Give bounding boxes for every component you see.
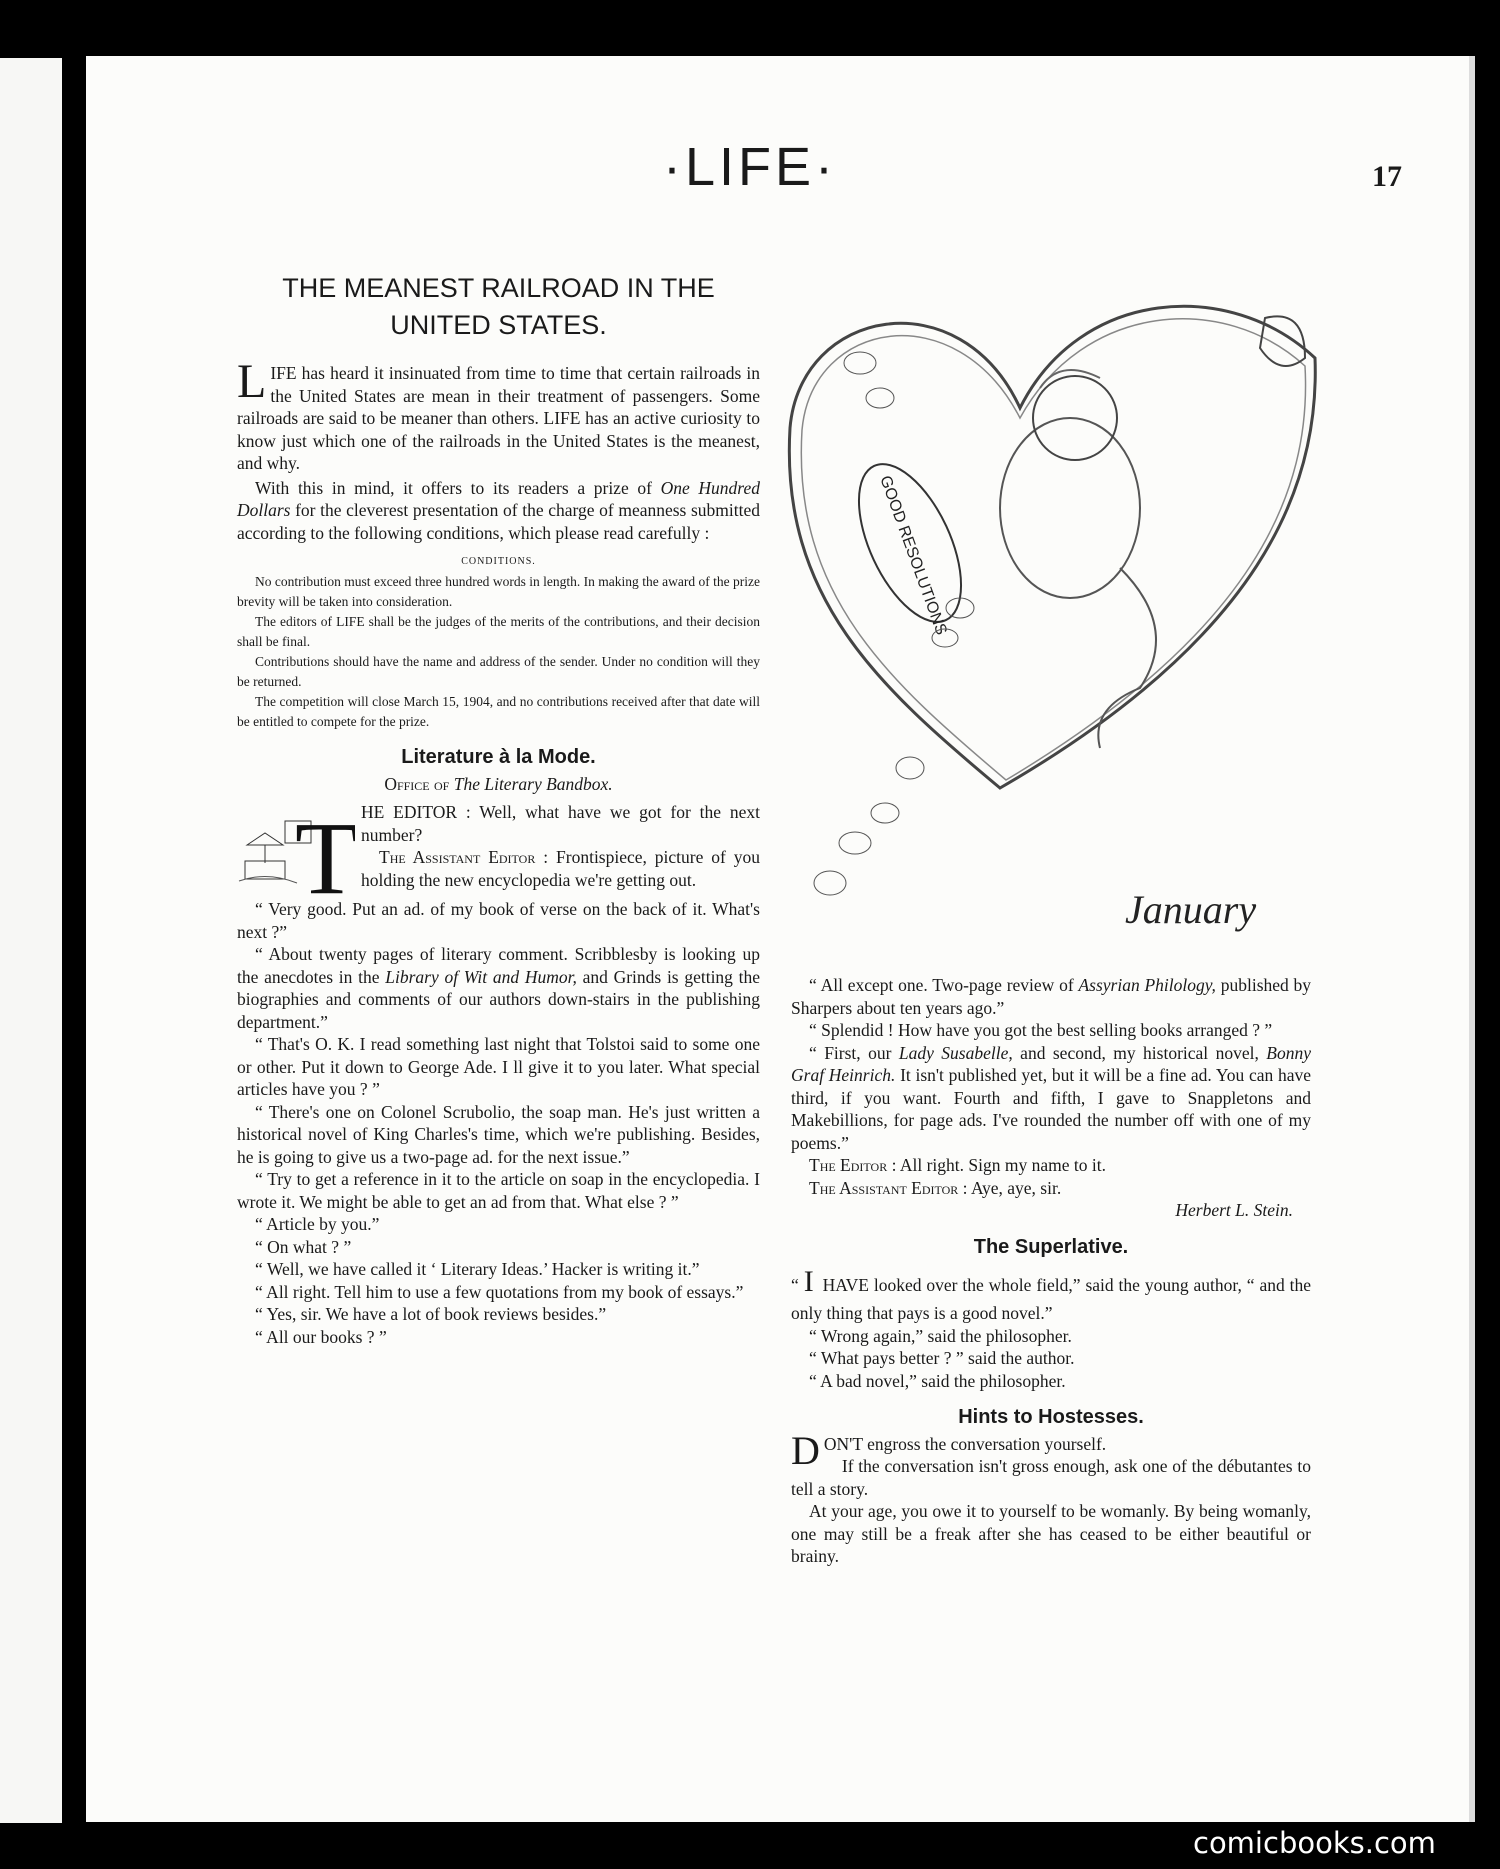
hints-p2: If the conversation isn't gross enough, ask one of the débutantes to tell a story. [791,1456,1311,1499]
author-signature: Herbert L. Stein. [1175,1200,1293,1220]
decorative-initial-t [237,801,355,896]
railroad-paragraph-1 [237,355,760,475]
r3-italic-2: Bonny Graf Heinrich. [791,1042,1312,1085]
r1-b: published by Sharpers about ten years ago.” [791,975,1312,1018]
watermark: comicbooks.com [1193,1826,1436,1860]
railroad-p1-text: IFE has heard it insinuated from time to time that certain railroads in the United States are mean in their treatment of passengers. Some railroads are said to be meaner than others. LIFE has an active curiosity to know just which one of the railroads in the United States is the meanest, and why. [237,363,760,473]
drop-cap-t: T [295,801,355,896]
hints-p3: At your age, you owe it to yourself to be womanly. By being womanly, one may still be a freak after she has ceased to be either beautiful or brainy. [791,1501,1311,1566]
assistant-speaker: The Assistant Editor : [379,847,549,867]
article-title-railroad [237,270,760,344]
condition-3: Contributions should have the name and address of the sender. Under no condition will they be returned. [237,654,760,689]
title-line-2: UNITED STATES. [390,310,607,340]
right-column [791,974,1311,1568]
drop-cap-l: L [237,355,267,408]
d4-italic: Library of Wit and Humor, [385,966,577,987]
page-edge [1469,56,1475,1822]
dialogue-12: “ Yes, sir. We have a lot of book reviews besides.” [255,1304,607,1324]
superlative-p3: “ What pays better ? ” said the author. [809,1348,1075,1368]
r1-italic: Assyrian Philology, [1078,975,1216,995]
p2-text-b: for the cleverest presentation of the charge of meanness submitted according to the following conditions, which please read carefully : [237,500,761,543]
title-line-1: THE MEANEST RAILROAD IN THE [282,273,715,303]
dialogue-11: “ All right. Tell him to use a few quotations from my book of essays.” [255,1281,744,1302]
dialogue-r2: “ Splendid ! How have you got the best selling books arranged ? ” [809,1020,1273,1040]
article-title-hints: Hints to Hostesses. [958,1406,1144,1428]
superlative-p1 [791,1262,1311,1325]
d4-a: “ About twenty pages of literary comment. Scribblesby is looking up the anecdotes in the [237,944,760,987]
r3-c: It isn't published yet, but it will be a fine ad. You can have third, if you want. Fourth and fifth, I gave to Snappletons and Makebillions, for page ads. I've rounded the number off with one of my poems.” [791,1065,1311,1153]
left-column [237,270,760,1348]
page-number: 17 [1372,160,1402,193]
dialogue-13: “ All our books ? ” [255,1326,387,1347]
article-title-superlative: The Superlative. [973,1235,1129,1258]
dialogue-9: “ On what ? ” [255,1236,352,1257]
r5-text: Aye, aye, sir. [970,1177,1062,1198]
d4-b: and Grinds is getting the biographies and comments of our authors down-stairs in the publishing department.” [237,966,761,1032]
assistant-line-1-text: Frontispiece, picture of you holding the new encyclopedia we're getting out. [361,847,761,890]
office-name: The Literary Bandbox. [453,773,613,794]
superlative-p2: “ Wrong again,” said the philosopher. [809,1325,1072,1346]
valentine-illustration [760,268,1335,958]
superlative-p1-text: HAVE looked over the whole field,” said the young author, “ and the only thing that pays is a good novel.” [791,1275,1312,1323]
open-quote: “ [791,1275,799,1295]
condition-2: The editors of LIFE shall be the judges of the merits of the contributions, and their decision shall be final. [237,614,760,649]
facing-page-edge [0,58,62,1823]
dialogue-r5 [791,1177,1311,1200]
office-line [237,773,760,796]
office-prefix: Office of [384,773,450,794]
dialogue-10: “ Well, we have called it ‘ Literary Ideas.’ Hacker is writing it.” [255,1259,700,1279]
dialogue-r3 [791,1042,1311,1155]
r3-a: “ First, our [809,1042,892,1063]
r4-text: All right. Sign my name to it. [899,1155,1106,1175]
conditions-title: CONDITIONS. [461,556,536,567]
dialogue-r1 [791,974,1311,1019]
dialogue-3: “ Very good. Put an ad. of my book of verse on the back of it. What's next ?” [237,899,760,942]
r3-b: and second, my historical novel, [1020,1042,1259,1063]
dialogue-r4 [791,1154,1311,1177]
dialogue-7: “ Try to get a reference in it to the article on soap in the encyclopedia. I wrote it. We might be able to get an ad from that. What else ? ” [237,1169,760,1212]
railroad-paragraph-2 [237,477,760,545]
drop-cap-d: D [791,1427,820,1473]
article-title-literature: Literature à la Mode. [401,746,596,768]
superlative-p4: “ A bad novel,” said the philosopher. [809,1370,1066,1391]
hints-p1-text: ON'T engross the conversation yourself. [823,1433,1107,1454]
condition-4: The competition will close March 15, 1904, and no contributions received after that date will be entitled to compete for the prize. [237,694,760,729]
r1-a: “ All except one. Two-page review of [809,975,1074,995]
drop-cap-i: I [803,1265,814,1298]
prize-amount: One Hundred Dollars [237,477,760,520]
editor-line-1: HE EDITOR : Well, what have we got for the next number? [361,802,760,845]
masthead: ·LIFE· [662,137,837,197]
condition-1: No contribution must exceed three hundred words in length. In making the award of the prize brevity will be taken into consideration. [237,574,760,609]
assistant-speaker-2: The Assistant Editor : [809,1177,968,1198]
hints-p1 [791,1427,1311,1473]
illustration-signature: January [1125,887,1257,932]
conditions [237,552,760,732]
dialogue-8: “ Article by you.” [255,1214,380,1234]
dialogue-4 [237,943,760,1033]
p2-text-a: With this in mind, it offers to its readers a prize of [255,477,652,498]
dialogue-5: “ That's O. K. I read something last night that Tolstoi said to some one or other. Put it down to George Ade. I ll give it to you later. What special articles have you ? ” [237,1034,760,1099]
dialogue-6: “ There's one on Colonel Scrubolio, the soap man. He's just written a historical novel of King Charles's time, which we're publishing. Besides, he is going to give us a two-page ad. for the next issue.” [237,1101,760,1167]
editor-speaker: The Editor : [809,1155,897,1175]
r3-italic-1: Lady Susabelle, [898,1042,1013,1063]
basket-label: GOOD RESOLUTIONS [876,473,950,638]
